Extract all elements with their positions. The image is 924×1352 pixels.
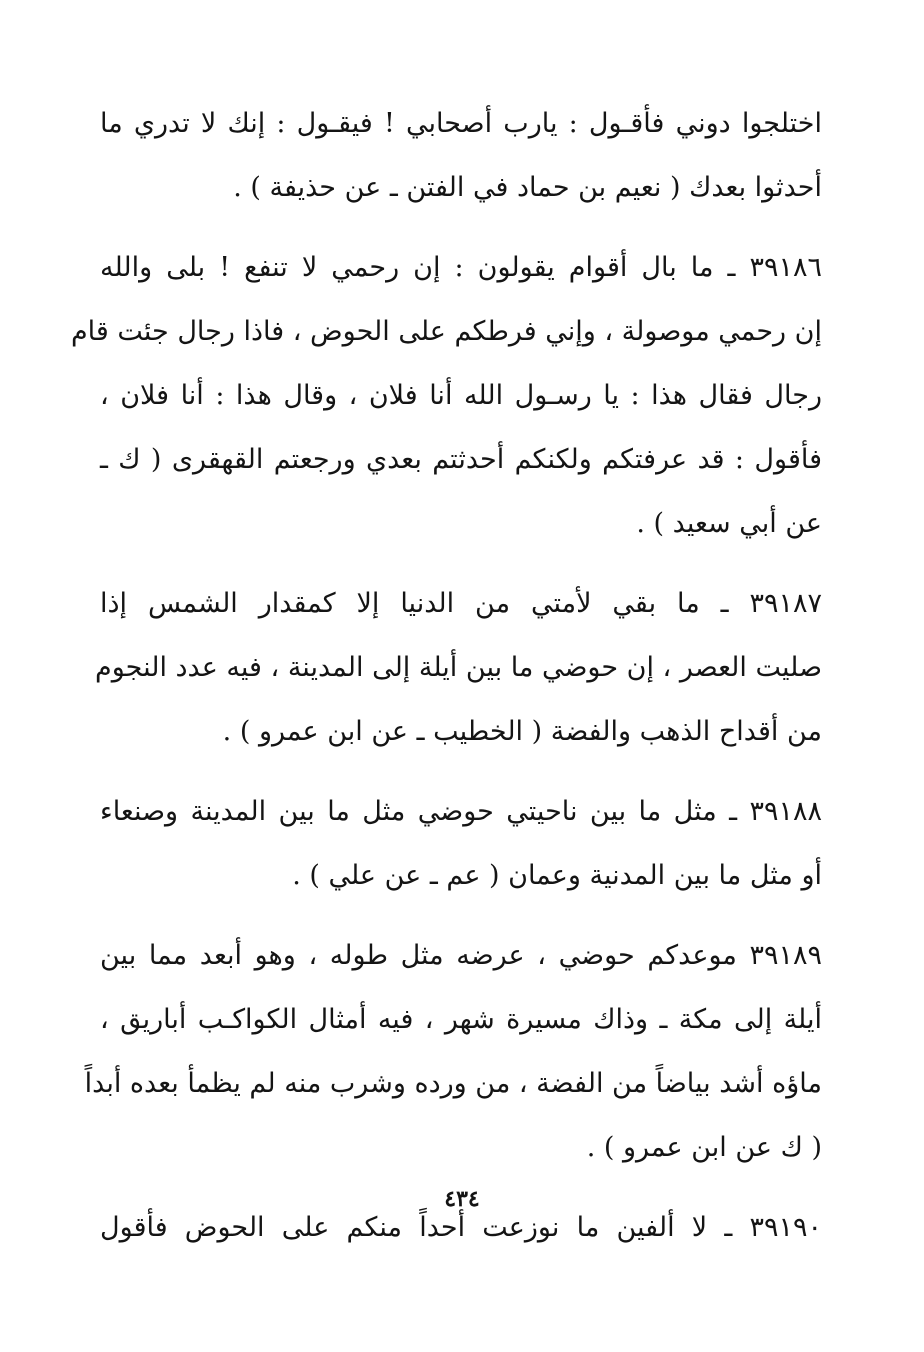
page-number: ٤٣٤ [444,1186,480,1212]
hadith-39187 [94,572,822,764]
text-line: من أقداح الذهب والفضة ( الخطيب ـ عن ابن عمرو ) . [222,716,822,747]
text-line: ٣٩١٨٨ ـ مثل ما بين ناحيتي حوضي مثل ما بين المدينة وصنعاء [100,796,822,827]
page-body [70,92,822,1260]
text-line: رجال فقال هذا : يا رسـول الله أنا فلان ، وقال هذا : أنا فلان ، [100,380,822,411]
text-line: ٣٩١٨٧ ـ ما بقي لأمتي من الدنيا إلا كمقدار الشمس إذا [100,588,822,619]
hadith-39188 [100,780,822,908]
text-line: أيلة إلى مكة ـ وذاك مسيرة شهر ، فيه أمثال الكواكـب أباريق ، [100,1004,822,1035]
paragraph-gap [100,556,822,572]
text-line: أحدثوا بعدك ( نعيم بن حماد في الفتن ـ عن حذيفة ) . [233,172,822,203]
text-line: أو مثل ما بين المدنية وعمان ( عم ـ عن علي ) . [292,860,822,891]
paragraph-1 [100,92,822,220]
paragraph-gap [100,764,822,780]
hadith-39186 [70,236,822,556]
paragraph-gap [100,908,822,924]
paragraph-gap [100,220,822,236]
text-line: عن أبي سعيد ) . [636,508,822,539]
text-line: صليت العصر ، إن حوضي ما بين أيلة إلى المدينة ، فيه عدد النجوم [94,652,822,683]
text-line: ( ك عن ابن عمرو ) . [586,1132,822,1163]
text-line: ٣٩١٨٩ موعدكم حوضي ، عرضه مثل طوله ، وهو أبعد مما بين [100,940,822,971]
text-line: ٣٩١٩٠ ـ لا ألفين ما نوزعت أحداً منكم على الحوض فأقول [100,1212,822,1243]
hadith-39189 [84,924,822,1180]
text-line: اختلجوا دوني فأقـول : يارب أصحابي ! فيقـول : إنك لا تدري ما [100,108,822,139]
text-line: ٣٩١٨٦ ـ ما بال أقوام يقولون : إن رحمي لا تنفع ! بلى والله [100,252,822,283]
text-line: ماؤه أشد بياضاً من الفضة ، من ورده وشرب منه لم يظمأ بعده أبداً [84,1068,822,1099]
text-line: إن رحمي موصولة ، وإني فرطكم على الحوض ، فاذا رجال جئت قام [70,316,822,347]
text-line: فأقول : قد عرفتكم ولكنكم أحدثتم بعدي ورجعتم القهقرى ( ك ـ [100,444,822,475]
